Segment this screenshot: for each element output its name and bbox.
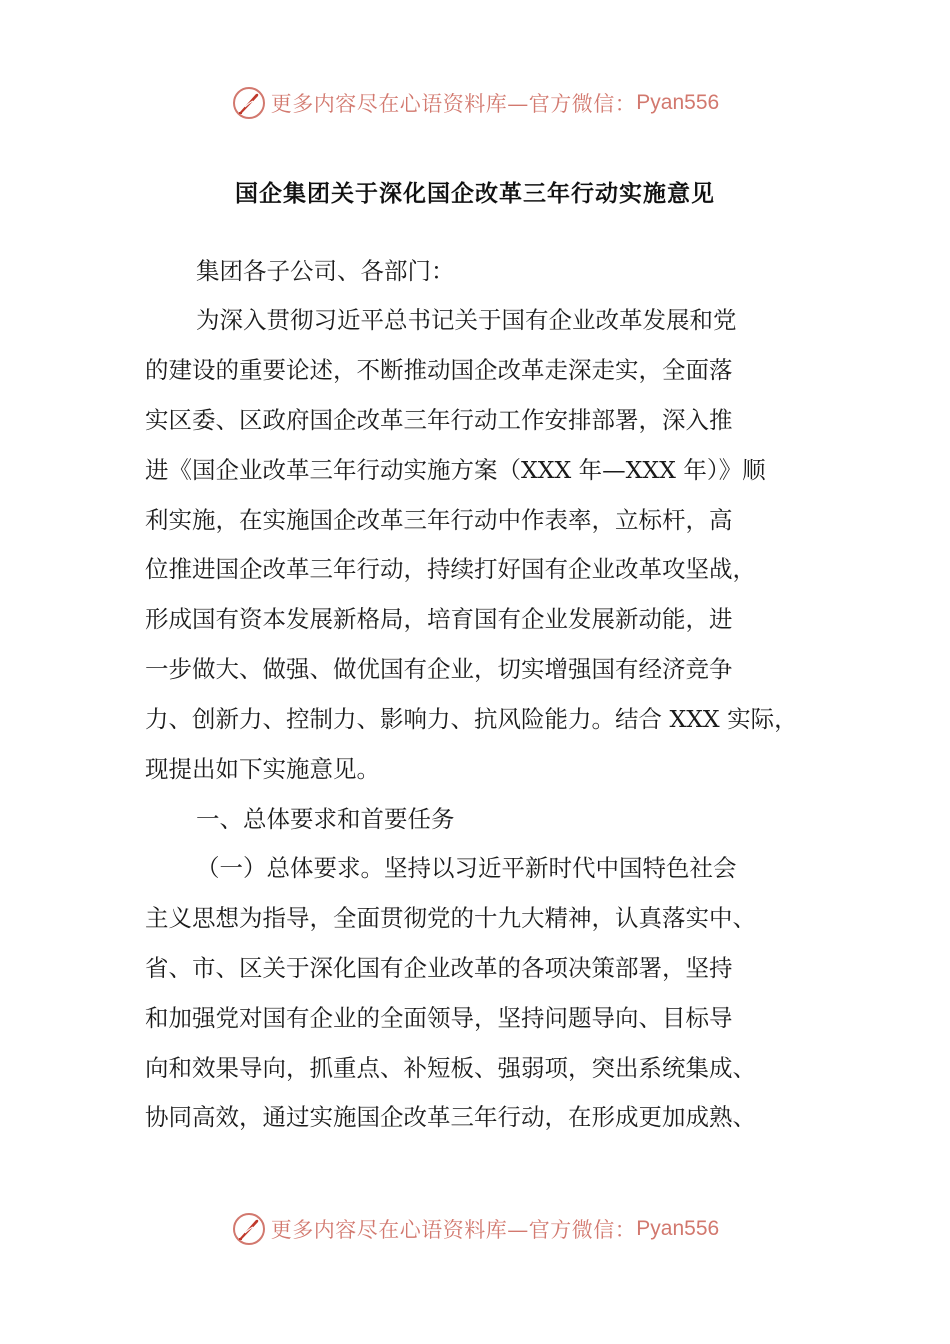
- paragraph-line: 为深入贯彻习近平总书记关于国有企业改革发展和党: [196, 306, 737, 334]
- paragraph-line: 协同高效，通过实施国企改革三年行动，在形成更加成熟、: [145, 1103, 756, 1131]
- paragraph-line: 向和效果导向，抓重点、补短板、强弱项，突出系统集成、: [145, 1054, 756, 1082]
- paragraph-line: 一步做大、做强、做优国有企业，切实增强国有经济竞争: [145, 655, 733, 683]
- paragraph-line: 和加强党对国有企业的全面领导，坚持问题导向、目标导: [145, 1004, 733, 1032]
- section-heading: 一、总体要求和首要任务: [196, 805, 455, 833]
- paragraph-line: 的建设的重要论述，不断推动国企改革走深走实，全面落: [145, 356, 733, 384]
- footer-banner: [0, 1209, 950, 1249]
- salutation-line: 集团各子公司、各部门：: [196, 257, 455, 285]
- paragraph-line: 位推进国企改革三年行动，持续打好国有企业改革攻坚战，: [145, 555, 756, 583]
- document-title: 国企集团关于深化国企改革三年行动实施意见: [235, 181, 715, 207]
- banner-wechat-id: Pyan556: [636, 1217, 720, 1240]
- quill-logo-icon: [231, 1211, 267, 1247]
- paragraph-line: 现提出如下实施意见。: [145, 755, 380, 783]
- paragraph-line: 形成国有资本发展新格局，培育国有企业发展新动能，进: [145, 605, 733, 633]
- banner-text: 更多内容尽在心语资料库—官方微信：: [270, 92, 637, 116]
- paragraph-line: 主义思想为指导，全面贯彻党的十九大精神，认真落实中、: [145, 904, 756, 932]
- banner-text: 更多内容尽在心语资料库—官方微信：: [270, 1218, 637, 1242]
- paragraph-line: 力、创新力、控制力、影响力、抗风险能力。结合 XXX 实际，: [145, 705, 798, 733]
- banner-wechat-id: Pyan556: [636, 91, 720, 114]
- paragraph-line: 省、市、区关于深化国有企业改革的各项决策部署，坚持: [145, 954, 733, 982]
- paragraph-line: 实区委、区政府国企改革三年行动工作安排部署，深入推: [145, 406, 733, 434]
- paragraph-line: （一）总体要求。坚持以习近平新时代中国特色社会: [196, 854, 737, 882]
- quill-logo-icon: [231, 85, 267, 121]
- paragraph-line: 利实施，在实施国企改革三年行动中作表率，立标杆，高: [145, 506, 733, 534]
- header-banner: [0, 83, 950, 123]
- paragraph-line: 进《国企业改革三年行动实施方案（XXX 年—XXX 年）》顺: [145, 456, 766, 484]
